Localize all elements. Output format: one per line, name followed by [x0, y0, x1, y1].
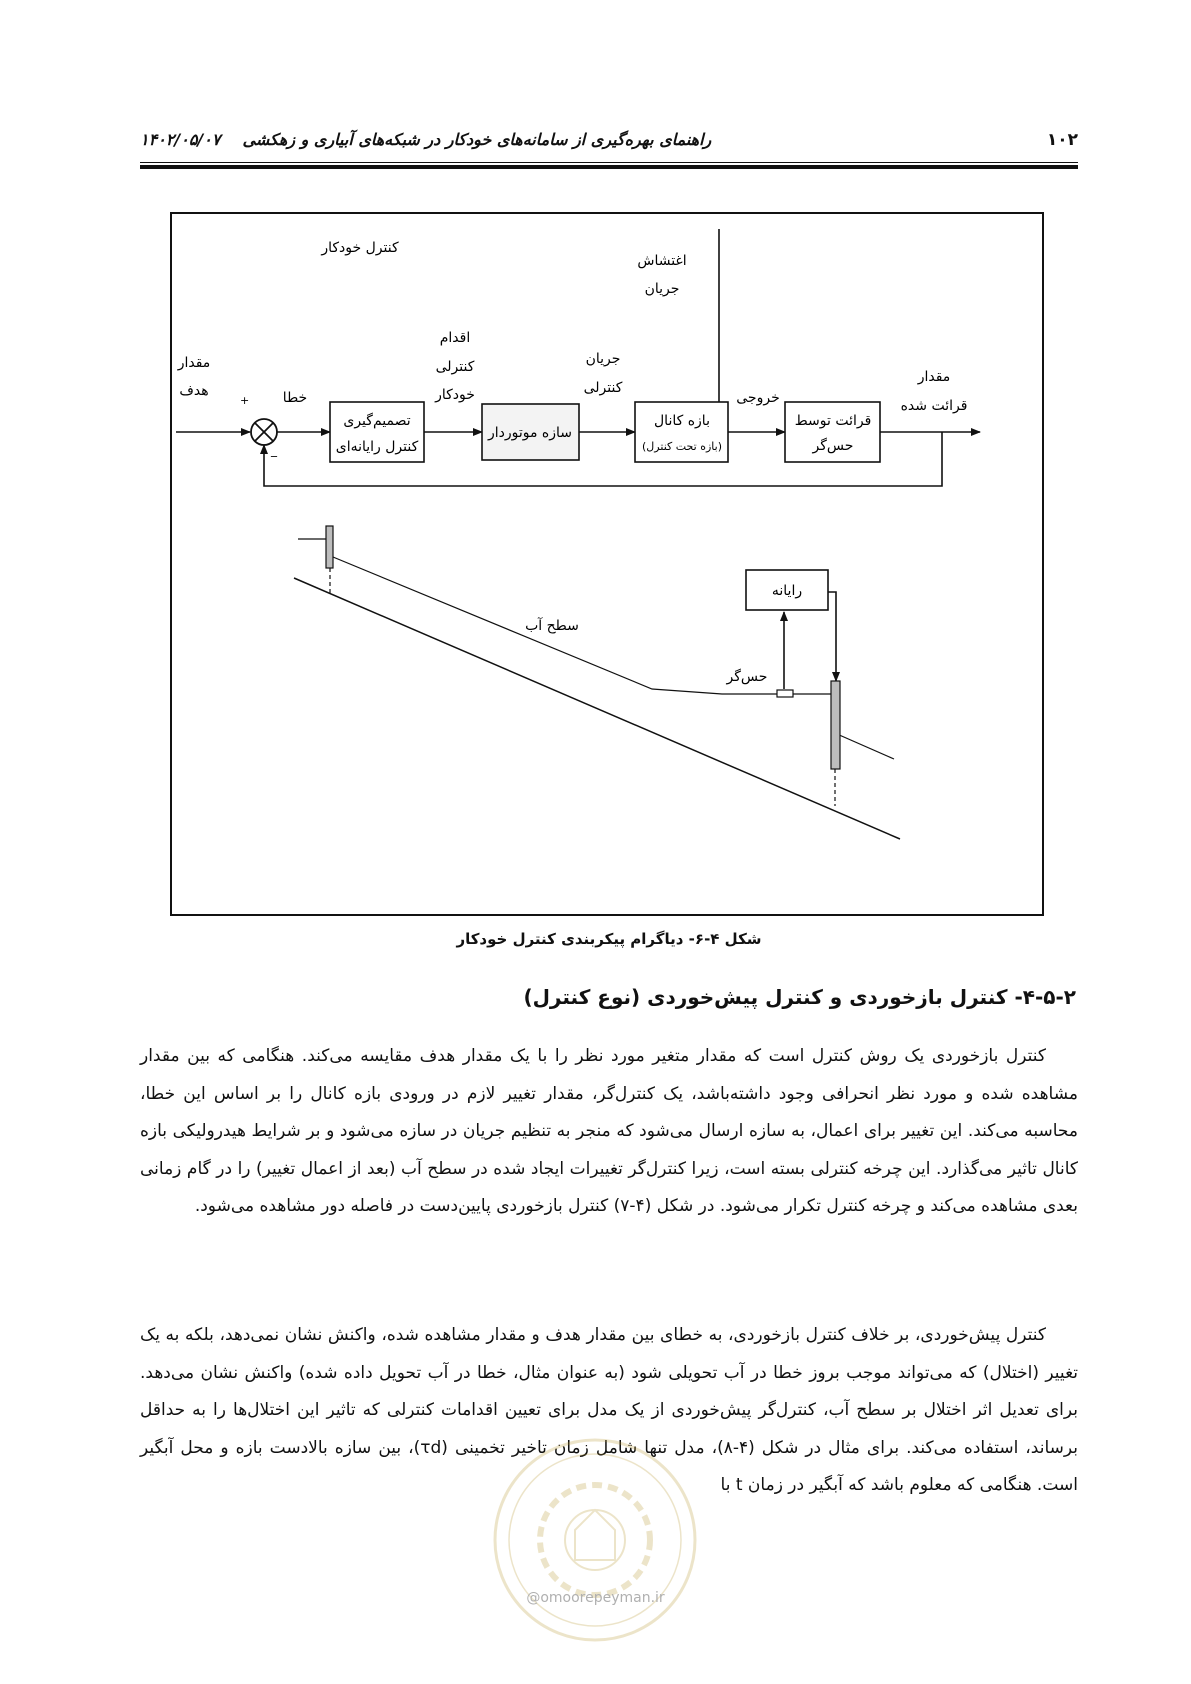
action-label-3: خودکار	[435, 387, 475, 403]
decision-box-label-1: تصمیم‌گیری	[343, 413, 411, 429]
plus-sign: +	[240, 394, 250, 407]
measured-label-2: قرائت شده	[900, 398, 968, 414]
downstream-water-line	[837, 734, 894, 759]
output-label: خروجی	[736, 390, 780, 406]
canal-box-label-1: بازه کانال	[654, 413, 710, 429]
decision-box-label-2: کنترل رایانه‌ای	[335, 439, 419, 455]
canal-box-label-2: (بازه تحت کنترل)	[642, 440, 722, 453]
setpoint-label-1: مقدار	[177, 355, 211, 371]
measured-label-1: مقدار	[917, 369, 951, 385]
disturbance-label-2: جریان	[644, 281, 680, 297]
footer-url: @omoorepeyman.ir	[526, 1590, 665, 1606]
downstream-gate	[831, 681, 840, 769]
section-heading: ۴-۵-۲- کنترل بازخوردی و کنترل پیش‌خوردی (نوع کنترل)	[523, 985, 1076, 1009]
paragraph-1-text: کنترل بازخوردی یک روش کنترل است که مقدار متغیر مورد نظر را با یک مقدار هدف مقایسه می‌کند. هنگامی که بین مقدار مشاهده شده و مورد نظر انحرافی وجود داشته‌باشد، یک کنترل‌گر، مقدار تغییر لازم در ورودی بازه کانال را بر اساس این خطا، محاسبه می‌کند. این تغییر برای اعمال، به سازه ارسال می‌شود که منجر به تنظیم جریان در سازه می‌شود و بر شرایط هیدرولیکی بازه کانال تاثیر می‌گذارد. این چرخه کنترلی بسته است، زیرا کنترل‌گر تغییرات ایجاد شده در سطح آب (بعد از اعمال تغییر) را در گام زمانی بعدی مشاهده می‌کند و چرخه کنترل تکرار می‌شود. در شکل (۴-۷) کنترل بازخوردی پایین‌دست در فاصله دور مشاهده می‌شود.	[140, 1046, 1078, 1216]
computer-to-gate-arrow	[828, 592, 836, 681]
sensor-box-label-1: قرائت توسط	[794, 413, 872, 429]
summing-junction	[251, 419, 277, 445]
paragraph-2-text: کنترل پیش‌خوردی، بر خلاف کنترل بازخوردی، به خطای بین مقدار هدف و مقدار مشاهده شده، واکنش نشان نمی‌دهد، بلکه به یک تغییر (اختلال) که می‌تواند موجب بروز خطا در آب تحویلی شود (به عنوان مثال، خطا در آب تحویل داده شده) واکنش نشان می‌دهد. برای تعدیل اثر اختلال بر سطح آب، کنترل‌گر پیش‌خوردی از یک مدل برای تعیین اقدامات کنترلی که تاثیر این اختلال‌ها را به حداقل برساند، استفاده می‌کند. برای مثال در شکل (۴-۸)، مدل تنها شامل زمان تاخیر تخمینی (τd)، بین سازه بالادست بازه و محل آبگیر است. هنگامی که معلوم باشد که آبگیر در زمان t با	[140, 1325, 1078, 1495]
control-flow-label-2: کنترلی	[583, 380, 623, 396]
running-title	[140, 130, 711, 149]
motor-box-label: سازه موتوردار	[487, 425, 573, 441]
upstream-gate	[326, 526, 333, 568]
control-diagram	[172, 214, 1042, 914]
publisher-seal-watermark	[490, 1435, 700, 1645]
header-rule-thick	[140, 165, 1078, 169]
control-flow-label-1: جریان	[585, 351, 621, 367]
header-title: راهنمای بهره‌گیری از سامانه‌های خودکار در شبکه‌های آبیاری و زهکشی	[242, 130, 712, 149]
action-label-1: اقدام	[439, 330, 471, 346]
sensor-label: حس‌گر	[726, 669, 768, 685]
figure-caption: شکل ۴-۶- دیاگرام پیکربندی کنترل خودکار	[456, 930, 762, 948]
header-rule-thin	[140, 162, 1078, 163]
action-label-2: کنترلی	[435, 359, 475, 375]
setpoint-label-2: هدف	[179, 383, 209, 399]
page-header	[140, 128, 1078, 158]
group-label: کنترل خودکار	[321, 240, 399, 256]
canal-bed-line	[294, 578, 900, 839]
disturbance-label-1: اغتشاش	[637, 253, 687, 269]
error-label: خطا	[282, 390, 308, 406]
page-number: ۱۰۲	[1046, 130, 1078, 150]
computer-label: رایانه	[771, 583, 803, 599]
header-date: ۱۴۰۲/۰۵/۰۷	[140, 130, 221, 149]
minus-sign: _	[271, 443, 277, 457]
sensor-box-label-2: حس‌گر	[812, 438, 854, 454]
water-sensor	[777, 690, 793, 697]
paragraph-feedback	[140, 1038, 1078, 1226]
figure-frame	[170, 212, 1044, 916]
canal-reach-box	[635, 402, 728, 462]
water-surface-label: سطح آب	[525, 618, 579, 634]
